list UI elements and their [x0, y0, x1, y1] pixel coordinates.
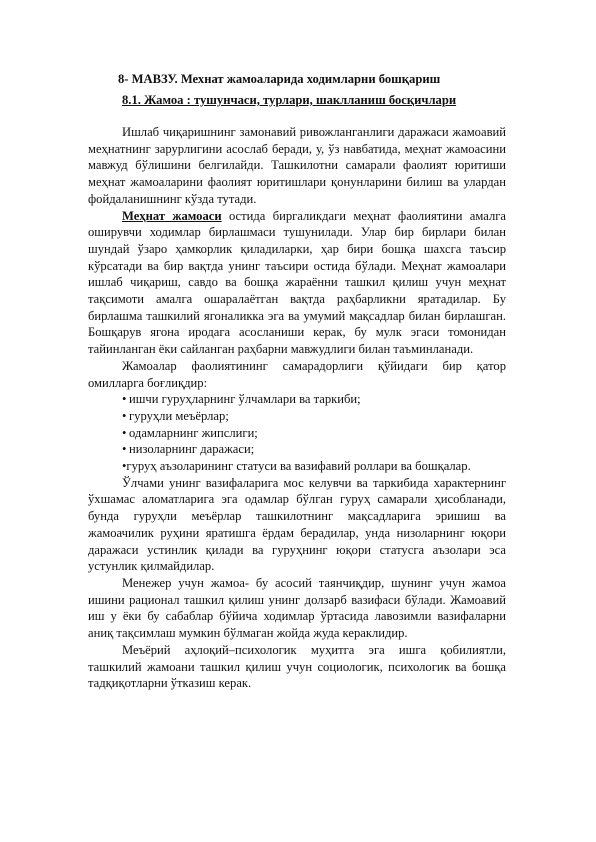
defined-term: Меҳнат жамоаси — [122, 208, 222, 223]
bullet-icon: • — [122, 425, 127, 440]
document-body — [88, 124, 506, 692]
bullet-icon: • — [122, 392, 127, 407]
paragraph: Менежер учун жамоа- бу асосий таянчиқдир, шунинг учун жамоа ишини рационал ташкил қилиш унинг долзарб вазифаси бўлади. Жамоавий иш у ёки бу сабаблар бўйича ходимлар ўртасида лавозимли вазифаларни аниқ тақсимлаш мумкин бўлмаган жойда жуда кераклидир. — [88, 575, 506, 641]
factor-list-continued — [88, 458, 506, 475]
factor-list — [88, 391, 506, 458]
list-item: •гуруҳ аъзоларининг статуси ва вазифавий роллари ва бошқалар. — [122, 459, 471, 474]
paragraph — [88, 208, 506, 358]
paragraph: Меъёрий аҳлоқий–психологик муҳитга эга ишга қобилиятли, ташкилий жамоани ташкил қилиш учун социологик, психологик ва бошқа тадқиқотларни ўтказиш керак. — [88, 642, 506, 691]
list-item: • низоларнинг даражаси; — [122, 442, 255, 457]
paragraph: Жамоалар фаолиятининг самарадорлиги қўйидаги бир қатор омилларга боғлиқдир: — [88, 358, 506, 390]
section-subtitle: 8.1. Жамоа : тушунчаси, турлари, шаклланиш босқичлари — [122, 93, 457, 107]
list-item: • гуруҳли меъёрлар; — [122, 408, 229, 423]
list-item: • одамларнинг жипслиги; — [122, 425, 258, 440]
bullet-icon: • — [122, 442, 127, 457]
paragraph-text: остида биргаликдаги меҳнат фаолиятини амалга оширувчи ходимлар бирлашмаси тушунилади. Улар бир бирлари билан шундай ўзаро ҳамкорлик қиладиларки, ҳар бири бошқа шахсга таъсир кўрсатади ва бир вақтда унинг таъсири остида бўлади. Меҳнат жамоалари ишлаб чиқариш, савдо ва бошқа жараённи ташкил қилиш учун меҳнат тақсимоти амалга ошаралаётган вақтда раҳбарликни яратадилар. Бу бирлашма ташкилий ягоналикка эга ва умумий мақсадлар билан бирлашган. Бошқарув ягона иродага асосланиши керак, бу мулк эгаси томонидан тайинланган ёки сайланган раҳбарни мавжудлиги билан таъминланади. — [88, 208, 506, 357]
bullet-icon: • — [122, 408, 127, 423]
paragraph: Ўлчами унинг вазифаларига мос келувчи ва таркибида характернинг ўхшамас аломатларига эга одамлар бўлган гуруҳ самарали ҳисобланади, бунда гуруҳли меъёрлар ташкилотнинг мақсадларига эришиш ва жамоачилик руҳини яратишга ёрдам берадилар, унда низоларнинг юқори даражаси устинлик қилади ва гуруҳнинг юқори статусга аъзолари эса устунлик қилмайдилар. — [88, 475, 506, 574]
document-title: 8- МАВЗУ. Мехнат жамоаларида ходимларни бошқариш — [118, 72, 441, 86]
list-item: • ишчи гуруҳларнинг ўлчамлари ва таркиби; — [122, 392, 361, 407]
paragraph: Ишлаб чиқаришнинг замонавий ривожланганлиги даражаси жамоавий меҳнатнинг зарурлигини асослаб беради, у, ўз навбатида, меҳнат жамоасини мавжуд бўлишини белгилайди. Ташкилотни самарали фаолият юритиши меҳнат жамоаларини фаолият юритишлари қонунларини билиш ва улардан фойдаланишнинг кўзда тутади. — [88, 125, 506, 206]
bullet-icon: • — [122, 459, 127, 474]
